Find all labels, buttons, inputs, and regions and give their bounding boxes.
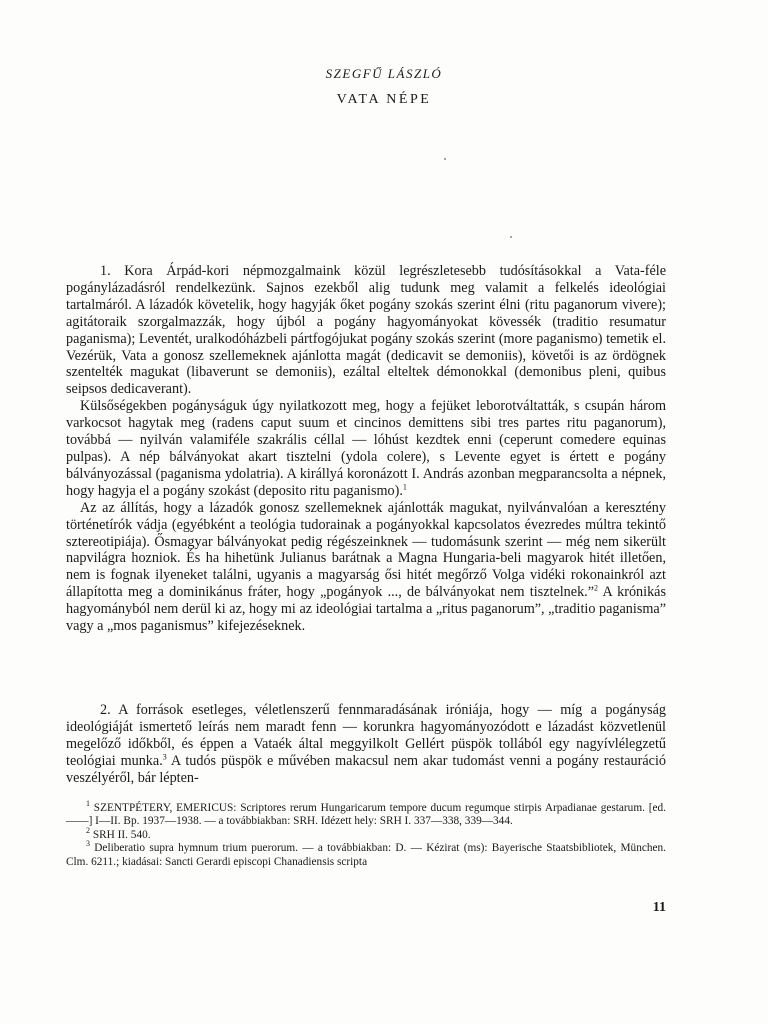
paragraph-text: 2. A források esetleges, véletlenszerű fennmaradásának iróniája, hogy — míg a pogányság ideológiáját ismertető leírás nem maradt fenn — korunkra hagyományozódott e lázadást közvetlenül megelőző időkből, és éppen a Vataék által meggyilkolt Gellért püspök tollából egy nagyívlélegzetű teológiai munka.	[66, 702, 666, 769]
footnote	[66, 799, 666, 829]
footnote-mark: 3	[86, 839, 90, 849]
paragraph	[66, 398, 666, 499]
author-name: SZEGFŰ LÁSZLÓ	[325, 66, 443, 81]
footnote-ref: 3	[162, 751, 167, 761]
paragraph-text: Külsőségekben pogányságuk úgy nyilatkozott meg, hogy a fejüket leborotváltatták, s csupán három varkocsot hagytak meg (radens caput suum et cincinos demittens sibi tres partes ritu paganorum), továbbá — nyilván valamiféle szakrális céllal — lóhúst kezdtek enni (ceperunt comedere equinas pulpas). A nép bálványokat akart tisztelni (ydola colere), s Levente egyet is értett e pogány bálványozással (paganisma ydolatria). A királlyá koronázott I. András azonban megparancsolta a népnek, hogy hagyja el a pogány szokást (deposito ritu paganismo).	[66, 398, 666, 499]
footnote	[66, 826, 666, 842]
section-2	[66, 702, 666, 787]
footnote-ref: 1	[402, 482, 407, 492]
footnote-ref: 2	[594, 583, 599, 593]
section-1	[66, 263, 666, 635]
scan-speck	[510, 236, 512, 238]
paragraph	[66, 500, 666, 635]
footnote-text: SRH II. 540.	[90, 828, 151, 841]
paragraph-text: Az az állítás, hogy a lázadók gonosz szellemeknek ajánlották magukat, nyilvánvalóan a keresztény történetírók vádja (egyébként a teológia tudorainak a pogányokkal kapcsolatos évezredes múltra tekintő sztereotipiája). Ősmagyar bálványokat pedig régészeinknek — tudomásunk szerint — még nem sikerült napvilágra hozniok. És ha hihetünk Julianus barátnak a Magna Hungaria-beli magyarok hitét illetően, nem is fognak ilyeneket találni, ugyanis a magyarság ősi hitét megőrző Volga vidéki rokonainkról azt állapította meg a dominikánus fráter, hogy „pogányok ..., de bálványokat nem tisztelnek.”	[66, 499, 666, 601]
article-title: VATA NÉPE	[336, 92, 432, 107]
paragraph: 1. Kora Árpád-kori népmozgalmaink közül legrészletesebb tudósításokkal a Vata-féle pogánylázadásról rendelkezünk. Sajnos ezekből alig tudunk meg valamit a felkelés ideológiai tartalmáról. A lázadók követelik, hogy hagyják őket pogány szokás szerint élni (ritu paganorum vivere); agitátoraik szorgalmazzák, hogy újból a pogány hagyományokat kövessék (traditio resumatur paganisma); Leventét, uralkodóházbeli pártfogójukat pogány szokás szerint (more paganismo) temetik el. Vezérük, Vata a gonosz szellemeknek ajánlotta magát (dedicavit se demoniis), követői is az ördögnek szentelték magukat (libaverunt se demoniis), ezáltal elteltek démonokkal (demonibus pleni, quibus seipsos dedicaverant).	[66, 263, 666, 398]
paragraph-text: A krónikás hagyományból nem derül ki az, hogy mi az ideológiai tartalma a „ritus paganorum”, „traditio paganisma” vagy a „mos paganismus” kifejezéseknek.	[66, 584, 666, 635]
footnote	[66, 839, 666, 869]
paragraph	[66, 702, 666, 787]
footnote-text: SZENTPÉTERY, EMERICUS: Scriptores rerum Hungaricarum tempore ducum regumque stirpis Arpadianae gestarum. [ed. ——] I—II. Bp. 1937—1938. — a továbbiakban: SRH. Idézett hely: SRH I. 337—338, 339—344.	[66, 802, 666, 828]
footnote-text: Deliberatio supra hymnum trium puerorum. — a továbbiakban: D. — Kézirat (ms): Bayerische Staatsbibliotek, München. Clm. 6211.; kiadásai: Sancti Gerardi episcopi Chanadiensis scripta	[66, 842, 666, 868]
scan-speck	[444, 158, 446, 160]
footnotes	[66, 799, 666, 869]
page-number: 11	[652, 900, 666, 915]
footnote-mark: 1	[86, 799, 90, 809]
paragraph-text: A tudós püspök e művében makacsul nem akar tudomást venni a pogány restauráció veszélyéről, bár lépten-	[66, 752, 666, 786]
footnote-mark: 2	[86, 826, 90, 836]
